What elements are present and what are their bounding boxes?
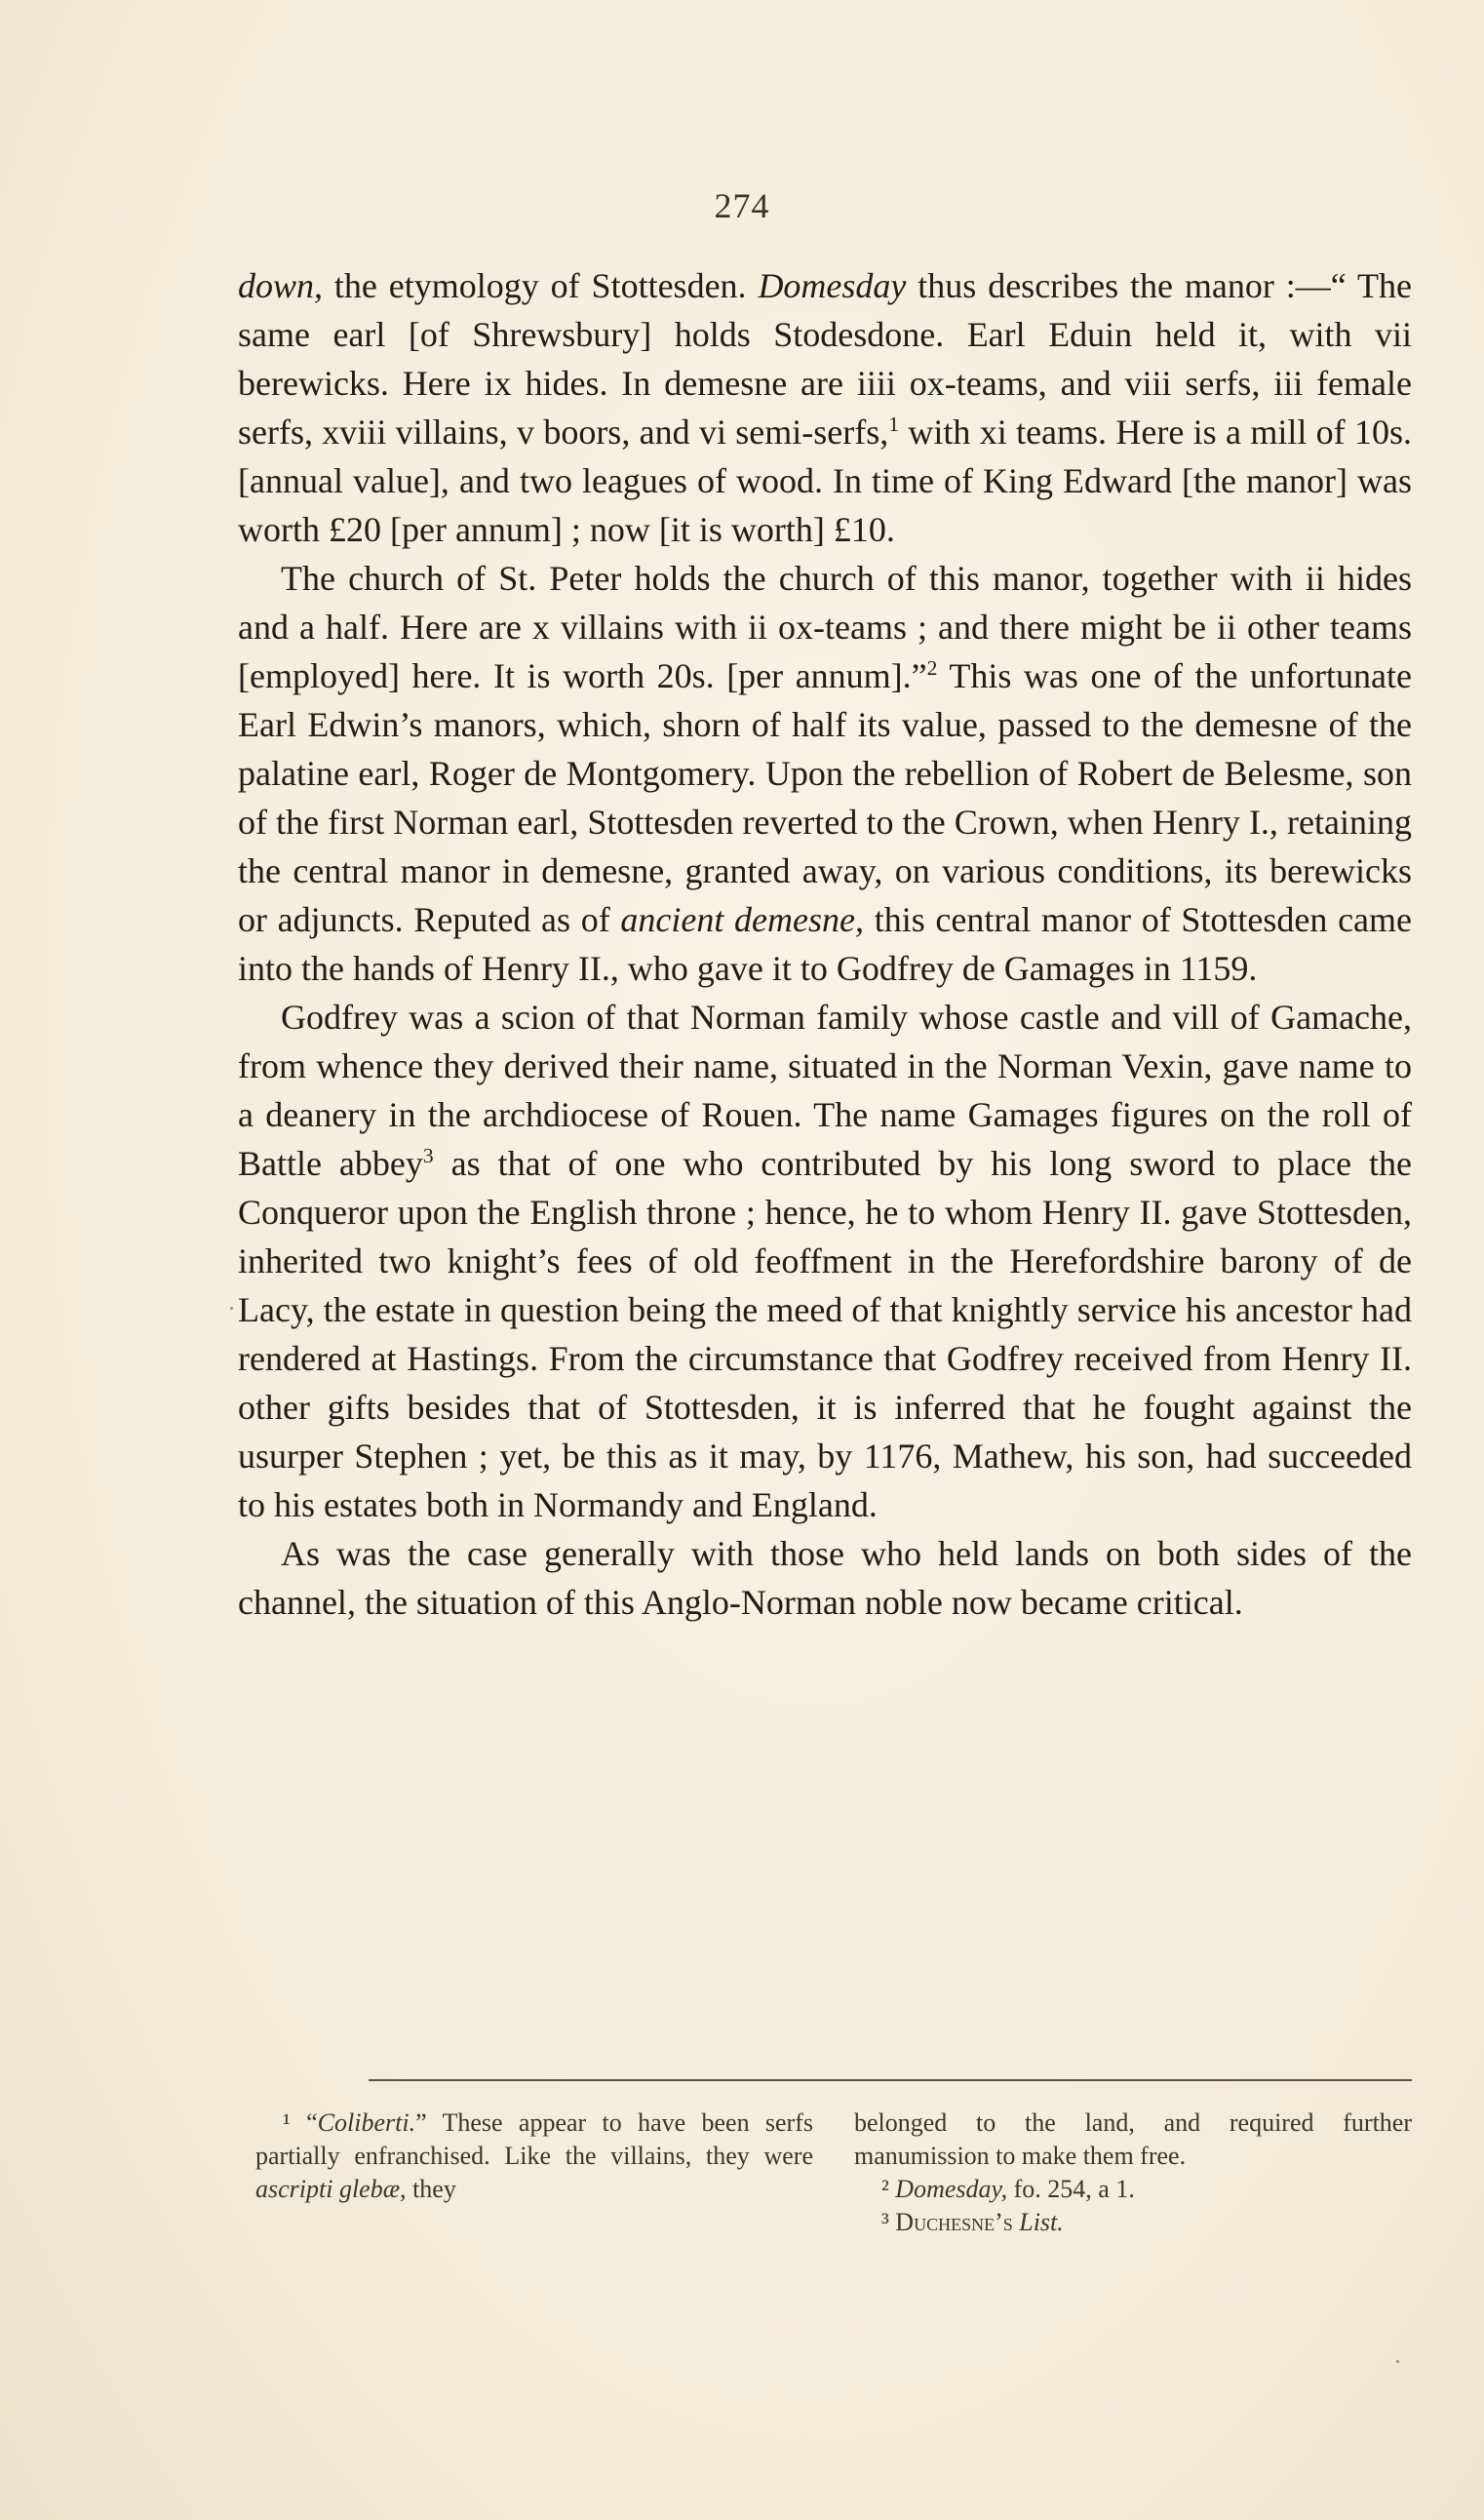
footnote-ref-2[interactable]: 2 — [926, 656, 938, 680]
text-run: The church of St. Peter holds the church of this manor, together with ii hides and a half. Here are x villains with ii ox-teams ; and there might be ii other teams [employed] here. It is worth 20s. [per annum].” — [238, 559, 1412, 695]
paragraph-1 — [238, 261, 1412, 554]
italic-domesday: Domesday, — [895, 2175, 1008, 2203]
footnote-mark: ² — [881, 2175, 889, 2203]
italic-lead-word: down, — [238, 266, 324, 305]
page-number: 274 — [714, 186, 770, 225]
paper-speck — [1396, 2360, 1399, 2363]
italic-coliberti: Coliberti. — [317, 2108, 416, 2137]
paper-speck — [230, 1307, 233, 1310]
body-text — [238, 261, 1412, 1627]
paragraph-2 — [238, 554, 1412, 993]
italic-ancient-demesne: ancient demesne, — [620, 900, 864, 939]
text-run: with xi teams. Here is a mill of 10s. [annual value], and two leagues of wood. In time of King Edward [the manor] was worth £20 [per annum] ; now [it is worth] £10. — [238, 413, 1412, 549]
italic-domesday: Domesday — [758, 266, 907, 305]
footnote-1 — [255, 2107, 813, 2206]
footnote-column-right — [854, 2107, 1412, 2239]
text-run: thus describes the manor :—“ The same earl [of Shrewsbury] holds Stodesdone. Earl Eduin held it, with vii berewicks. Here ix hides. In demesne are iiii ox-teams, and viii serfs, iii female serfs, xviii villains, v boors, and vi semi-serfs, — [238, 266, 1412, 452]
footnote-2 — [854, 2173, 1412, 2206]
text-run: the etymology of Stottesden. — [323, 266, 759, 305]
text-run: This was one of the unfortunate Earl Edwin’s manors, which, shorn of half its value, passed to the demesne of the palatine earl, Roger de Montgomery. Upon the rebellion of Robert de Belesme, son of the first Norman earl, Stottesden reverted to the Crown, when Henry I., retaining the central manor in demesne, granted away, on various conditions, its berewicks or adjuncts. Reputed as of — [238, 656, 1412, 939]
paragraph-4 — [238, 1529, 1412, 1627]
text-run: Godfrey was a scion of that Norman family whose castle and vill of Gamache, from whence they derived their name, situated in the Norman Vexin, gave name to a deanery in the archdiocese of Rouen. The name Gamages figures on the roll of Battle abbey — [238, 998, 1412, 1183]
footnote-ref-3[interactable]: 3 — [422, 1144, 434, 1167]
italic-list: List. — [1019, 2208, 1064, 2236]
paragraph-3 — [238, 993, 1412, 1529]
footnote-3 — [854, 2206, 1412, 2239]
text-run: this central manor of Stottesden came into the hands of Henry II., who gave it to Godfrey de Gamages in 1159. — [238, 900, 1413, 988]
small-caps-duchesne: Duchesne’s — [895, 2208, 1013, 2236]
footnote-ref-1[interactable]: 1 — [888, 413, 900, 436]
italic-ascripti-glebae: ascripti glebæ, — [255, 2175, 407, 2203]
text-run: As was the case generally with those who held lands on both sides of the channel, the situation of this Anglo-Norman noble now became critical. — [238, 1534, 1412, 1622]
footnote-mark: ¹ — [283, 2108, 291, 2137]
footnote-divider — [369, 2079, 1412, 2081]
text-run: “ — [290, 2108, 318, 2137]
text-run: as that of one who contributed by his long sword to place the Conqueror upon the English throne ; hence, he to whom Henry II. gave Stottesden, inherited two knight’s fees of old feoffment in the Herefordshire barony of de Lacy, the estate in question being the meed of that knightly service his ancestor had rendered at Hastings. From the circumstance that Godfrey received from Henry II. other gifts besides that of Stottesden, it is inferred that he fought against the usurper Stephen ; yet, be this as it may, by 1176, Mathew, his son, had succeeded to his estates both in Normandy and England. — [238, 1144, 1412, 1524]
text-run: ” These appear to have been serfs partially enfranchised. Like the villains, they were — [255, 2108, 813, 2170]
footnote-1-continued: belonged to the land, and required further manumission to make them free. — [854, 2108, 1412, 2170]
footnote-mark: ³ — [881, 2208, 889, 2236]
footnote-column-left — [255, 2107, 813, 2239]
footnotes — [255, 2107, 1412, 2239]
text-run: they — [406, 2175, 456, 2203]
text-run: fo. 254, a 1. — [1007, 2175, 1135, 2203]
